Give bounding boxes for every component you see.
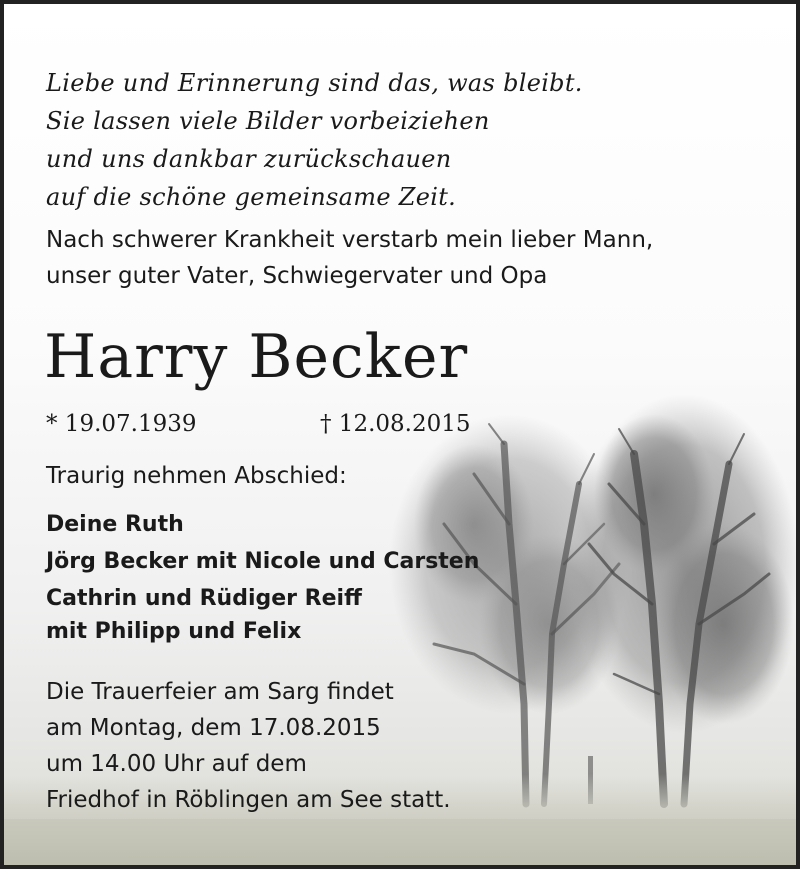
mourners-heading: Traurig nehmen Abschied: [46,463,347,489]
death-date: † 12.08.2015 [320,411,471,437]
deceased-name: Harry Becker [44,322,469,392]
funeral-line: am Montag, dem 17.08.2015 [46,715,381,741]
funeral-line: Friedhof in Röblingen am See statt. [46,787,451,813]
life-dates [46,408,471,440]
birth-date: * 19.07.1939 [46,411,197,437]
funeral-line: um 14.00 Uhr auf dem [46,751,307,777]
announcement-line: Nach schwerer Krankheit verstarb mein lieber Mann, [46,227,654,253]
poem-line: Liebe und Erinnerung sind das, was bleibt. [46,69,583,97]
poem-line: und uns dankbar zurückschauen [46,145,452,173]
family-member: Deine Ruth [46,512,184,537]
family-list [46,506,479,650]
family-member: mit Philipp und Felix [46,619,302,644]
death-announcement [46,222,653,294]
family-member: Cathrin und Rüdiger Reiff [46,586,362,611]
funeral-line: Die Trauerfeier am Sarg findet [46,679,394,705]
poem [46,64,583,216]
poem-line: auf die schöne gemeinsame Zeit. [46,183,457,211]
poem-line: Sie lassen viele Bilder vorbeiziehen [46,107,490,135]
family-member: Jörg Becker mit Nicole und Carsten [46,549,480,574]
announcement-line: unser guter Vater, Schwiegervater und Opa [46,263,548,289]
funeral-details [46,674,451,818]
right-tree [569,394,796,804]
